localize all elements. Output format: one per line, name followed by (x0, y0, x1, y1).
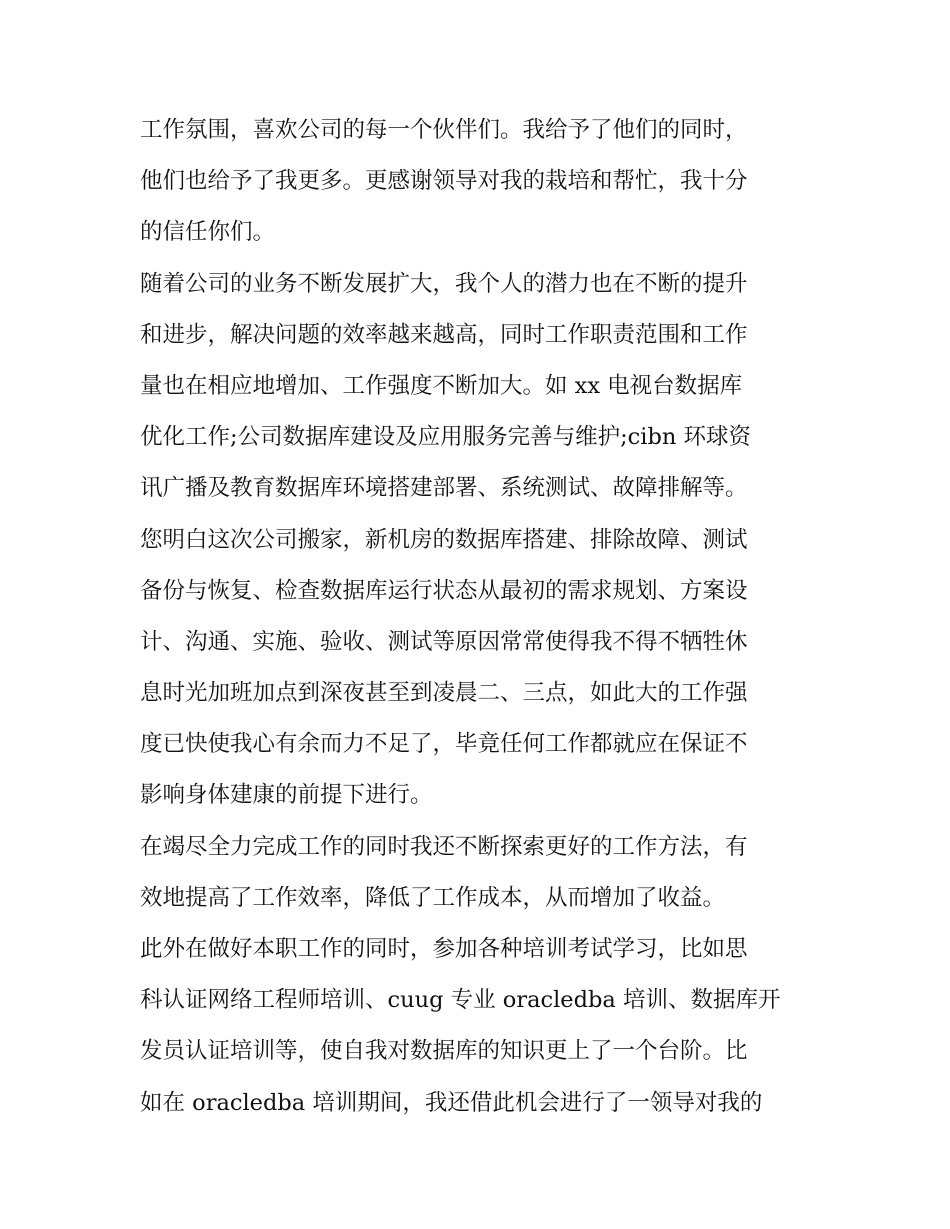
text-line: 影响身体建康的前提下进行。 (140, 782, 433, 809)
text-line: 您明白这次公司搬家，新机房的数据库搭建、排除故障、测试 (140, 526, 748, 553)
text-line: 如在 oracledba 培训期间，我还借此机会进行了一领导对我的 (140, 1089, 763, 1116)
text-line: 息时光加班加点到深夜甚至到凌晨二、三点，如此大的工作强 (140, 680, 748, 707)
text-line: 和进步，解决问题的效率越来越高，同时工作职责范围和工作 (140, 321, 748, 348)
body-text (140, 105, 820, 1129)
text-line: 优化工作;公司数据库建设及应用服务完善与维护;cibn 环球资 (140, 424, 752, 451)
text-line: 量也在相应地增加、工作强度不断加大。如 xx 电视台数据库 (140, 372, 743, 399)
text-line: 计、沟通、实施、验收、测试等原因常常使得我不得不牺牲休 (140, 628, 748, 655)
text-line: 随着公司的业务不断发展扩大，我个人的潜力也在不断的提升 (140, 270, 748, 297)
text-line: 效地提高了工作效率，降低了工作成本，从而增加了收益。 (140, 884, 726, 911)
text-line: 的信任你们。 (140, 219, 276, 246)
text-line: 他们也给予了我更多。更感谢领导对我的栽培和帮忙，我十分 (140, 168, 748, 195)
text-line: 此外在做好本职工作的同时，参加各种培训考试学习，比如思 (140, 936, 748, 962)
text-line: 讯广播及教育数据库环境搭建部署、系统测试、故障排解等。 (140, 475, 748, 502)
text-line: 备份与恢复、检查数据库运行状态从最初的需求规划、方案设 (140, 577, 748, 604)
text-line: 度已快使我心有余而力不足了，毕竟任何工作都就应在保证不 (140, 731, 748, 758)
text-line: 工作氛围，喜欢公司的每一个伙伴们。我给予了他们的同时， (140, 117, 748, 143)
text-line: 发员认证培训等，使自我对数据库的知识更上了一个台阶。比 (140, 1038, 748, 1065)
text-line: 在竭尽全力完成工作的同时我还不断探索更好的工作方法，有 (140, 833, 748, 860)
text-line: 科认证网络工程师培训、cuug 专业 oracledba 培训、数据库开 (140, 987, 781, 1014)
